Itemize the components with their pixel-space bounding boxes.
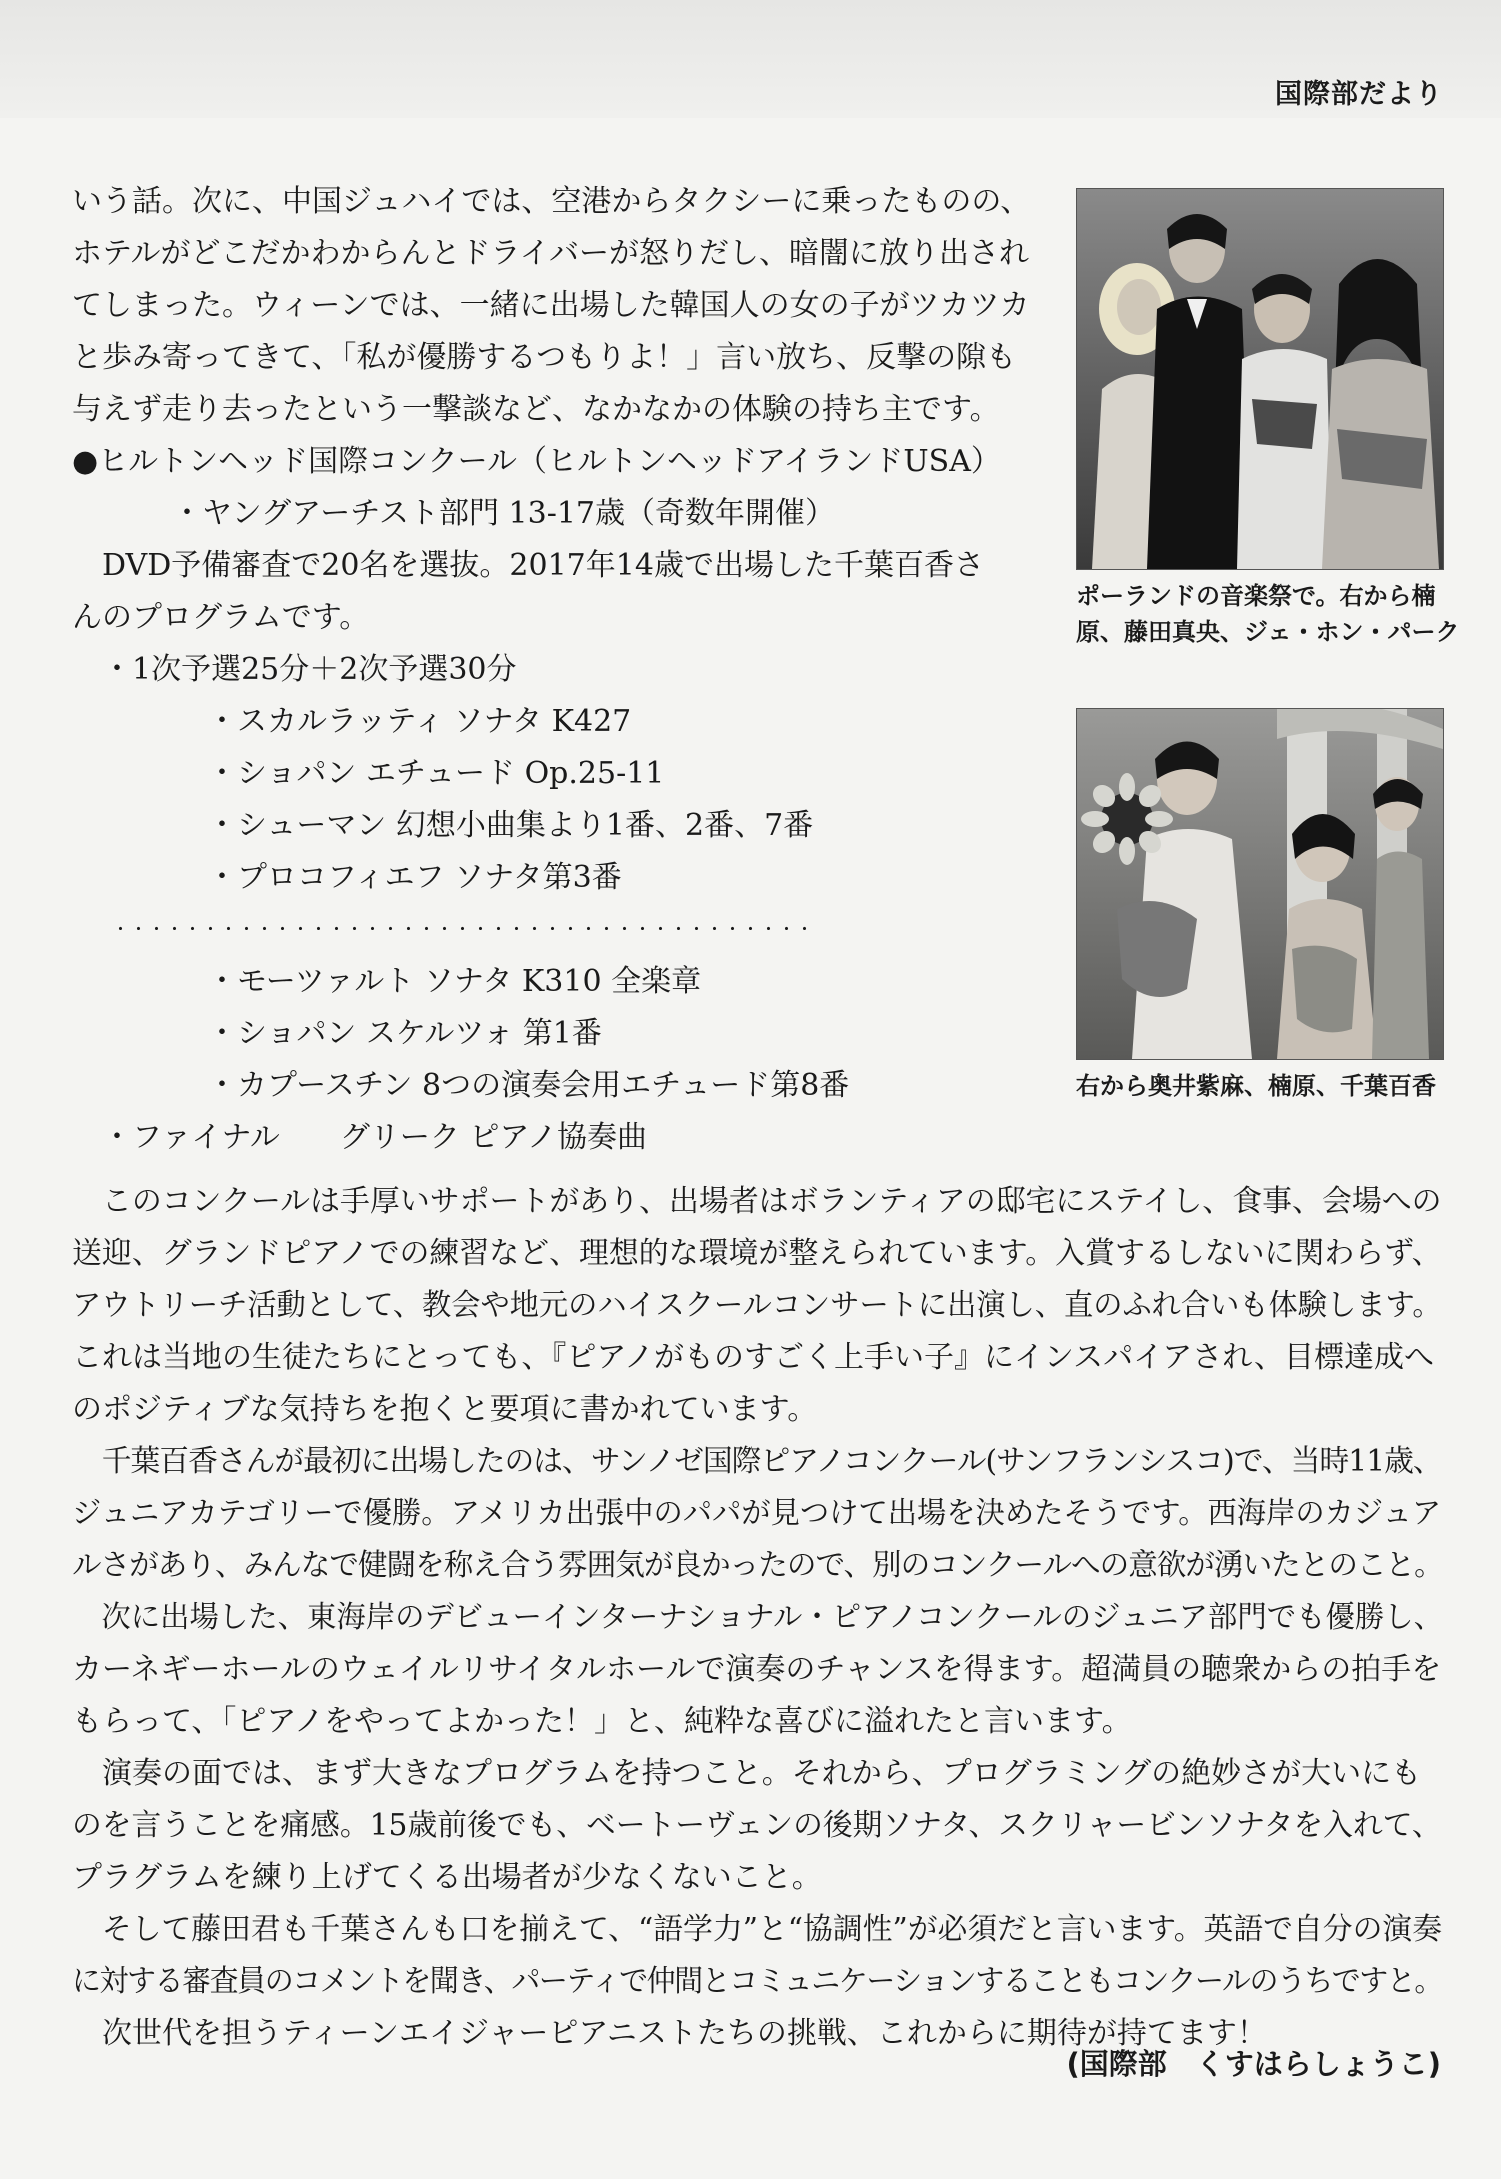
- text-line: いう話。次に、中国ジュハイでは、空港からタクシーに乗ったものの、: [72, 184, 1031, 219]
- program-item: ・モーツァルト ソナタ K310 全楽章: [207, 964, 702, 999]
- program-item: ・ショパン エチュード Op.25-11: [207, 756, 665, 791]
- photo-image: [1077, 709, 1443, 1059]
- text-line: 次世代を担うティーンエイジャーピアニストたちの挑戦、これからに期待が持てます！: [102, 2016, 1267, 2051]
- program-item: ・ショパン スケルツォ 第1番: [207, 1016, 602, 1051]
- program-item: ・プロコフィエフ ソナタ第3番: [207, 860, 622, 895]
- program-final: ・ファイナル グリーク ピアノ協奏曲: [102, 1120, 648, 1155]
- section-label: 国際部だより: [1275, 79, 1443, 110]
- program-round: ・1次予選25分＋2次予選30分: [102, 652, 517, 687]
- program-item: ・カプースチン 8つの演奏会用エチュード第8番: [207, 1068, 850, 1103]
- text-line: と歩み寄ってきて、「私が優勝するつもりよ！」言い放ち、反撃の隙も: [72, 340, 1017, 375]
- photo-image: [1077, 189, 1443, 569]
- text-line: 送迎、グランドピアノでの練習など、理想的な環境が整えられています。入賞するしないに関わらず、: [72, 1236, 1442, 1271]
- caption-line: 原、藤田真央、ジェ・ホン・パーク: [1076, 618, 1460, 646]
- photo-caption: [1076, 578, 1460, 650]
- photo-poland-festival: [1076, 188, 1444, 570]
- author-signature: (国際部 くすはらしょうこ): [1066, 2047, 1441, 2081]
- text-line: に対する審査員のコメントを聞き、パーティで仲間とコミュニケーションすることもコンクールのうちですと。: [72, 1964, 1442, 1999]
- program-item: ・スカルラッティ ソナタ K427: [207, 704, 632, 739]
- text-line: このコンクールは手厚いサポートがあり、出場者はボランティアの邸宅にステイし、食事、会場への: [101, 1184, 1442, 1219]
- text-line: もらって、「ピアノをやってよかった！」と、純粋な喜びに溢れたと言います。: [72, 1704, 1132, 1739]
- photo-award-bouquets: [1076, 708, 1444, 1060]
- column-text: [72, 176, 1032, 1164]
- text-line: DVD予備審査で20名を選抜。2017年14歳で出場した千葉百香さ: [102, 548, 984, 583]
- text-line: ジュニアカテゴリーで優勝。アメリカ出張中のパパが見つけて出場を決めたそうです。西海岸のカジュア: [72, 1496, 1442, 1531]
- text-line: のポジティブな気持ちを抱くと要項に書かれています。: [72, 1392, 818, 1427]
- body-text: [72, 1176, 1442, 2060]
- text-line: カーネギーホールのウェイルリサイタルホールで演奏のチャンスを得ます。超満員の聴衆からの拍手を: [72, 1652, 1442, 1687]
- division-line: ・ヤングアーチスト部門 13-17歳（奇数年開催）: [172, 496, 836, 531]
- text-line: ルさがあり、みんなで健闘を称え合う雰囲気が良かったので、別のコンクールへの意欲が湧いたとのこと。: [72, 1548, 1443, 1583]
- text-line: てしまった。ウィーンでは、一緒に出場した韓国人の女の子がツカツカ: [72, 288, 1030, 323]
- text-line: 千葉百香さんが最初に出場したのは、サンノゼ国際ピアノコンクール(サンフランシスコ)で、当時11歳、: [101, 1444, 1442, 1479]
- program-item: ・シューマン 幻想小曲集より1番、2番、7番: [207, 808, 814, 843]
- text-line: 次に出場した、東海岸のデビューインターナショナル・ピアノコンクールのジュニア部門でも優勝し、: [101, 1600, 1443, 1635]
- text-line: アウトリーチ活動として、教会や地元のハイスクールコンサートに出演し、直のふれ合いも体験します。: [72, 1288, 1442, 1323]
- caption-line: 右から奥井紫麻、楠原、千葉百香: [1076, 1072, 1436, 1100]
- photo-caption: [1076, 1068, 1436, 1104]
- text-line: これは当地の生徒たちにとっても、『ピアノがものすごく上手い子』にインスパイアされ、目標達成へ: [72, 1340, 1434, 1375]
- text-line: んのプログラムです。: [72, 600, 370, 635]
- text-line: そして藤田君も千葉さんも口を揃えて、“語学力”と“協調性”が必須だと言います。英語で自分の演奏: [101, 1912, 1443, 1947]
- text-line: プラグラムを練り上げてくる出場者が少なくないこと。: [72, 1860, 822, 1895]
- competition-heading: ●ヒルトンヘッド国際コンクール（ヒルトンヘッドアイランドUSA）: [72, 444, 1001, 479]
- text-line: のを言うことを痛感。15歳前後でも、ベートーヴェンの後期ソナタ、スクリャービンソナタを入れて、: [72, 1808, 1442, 1843]
- text-line: 演奏の面では、まず大きなプログラムを持つこと。それから、プログラミングの絶妙さが大いにも: [102, 1756, 1422, 1791]
- text-line: 与えず走り去ったという一撃談など、なかなかの体験の持ち主です。: [72, 392, 1000, 427]
- caption-line: ポーランドの音楽祭で。右から楠: [1076, 582, 1436, 610]
- text-line: ホテルがどこだかわからんとドライバーが怒りだし、暗闇に放り出され: [72, 236, 1029, 271]
- dotted-separator: ・・・・・・・・・・・・・・・・・・・・・・・・・・・・・・・・・・・・・・・: [112, 920, 814, 940]
